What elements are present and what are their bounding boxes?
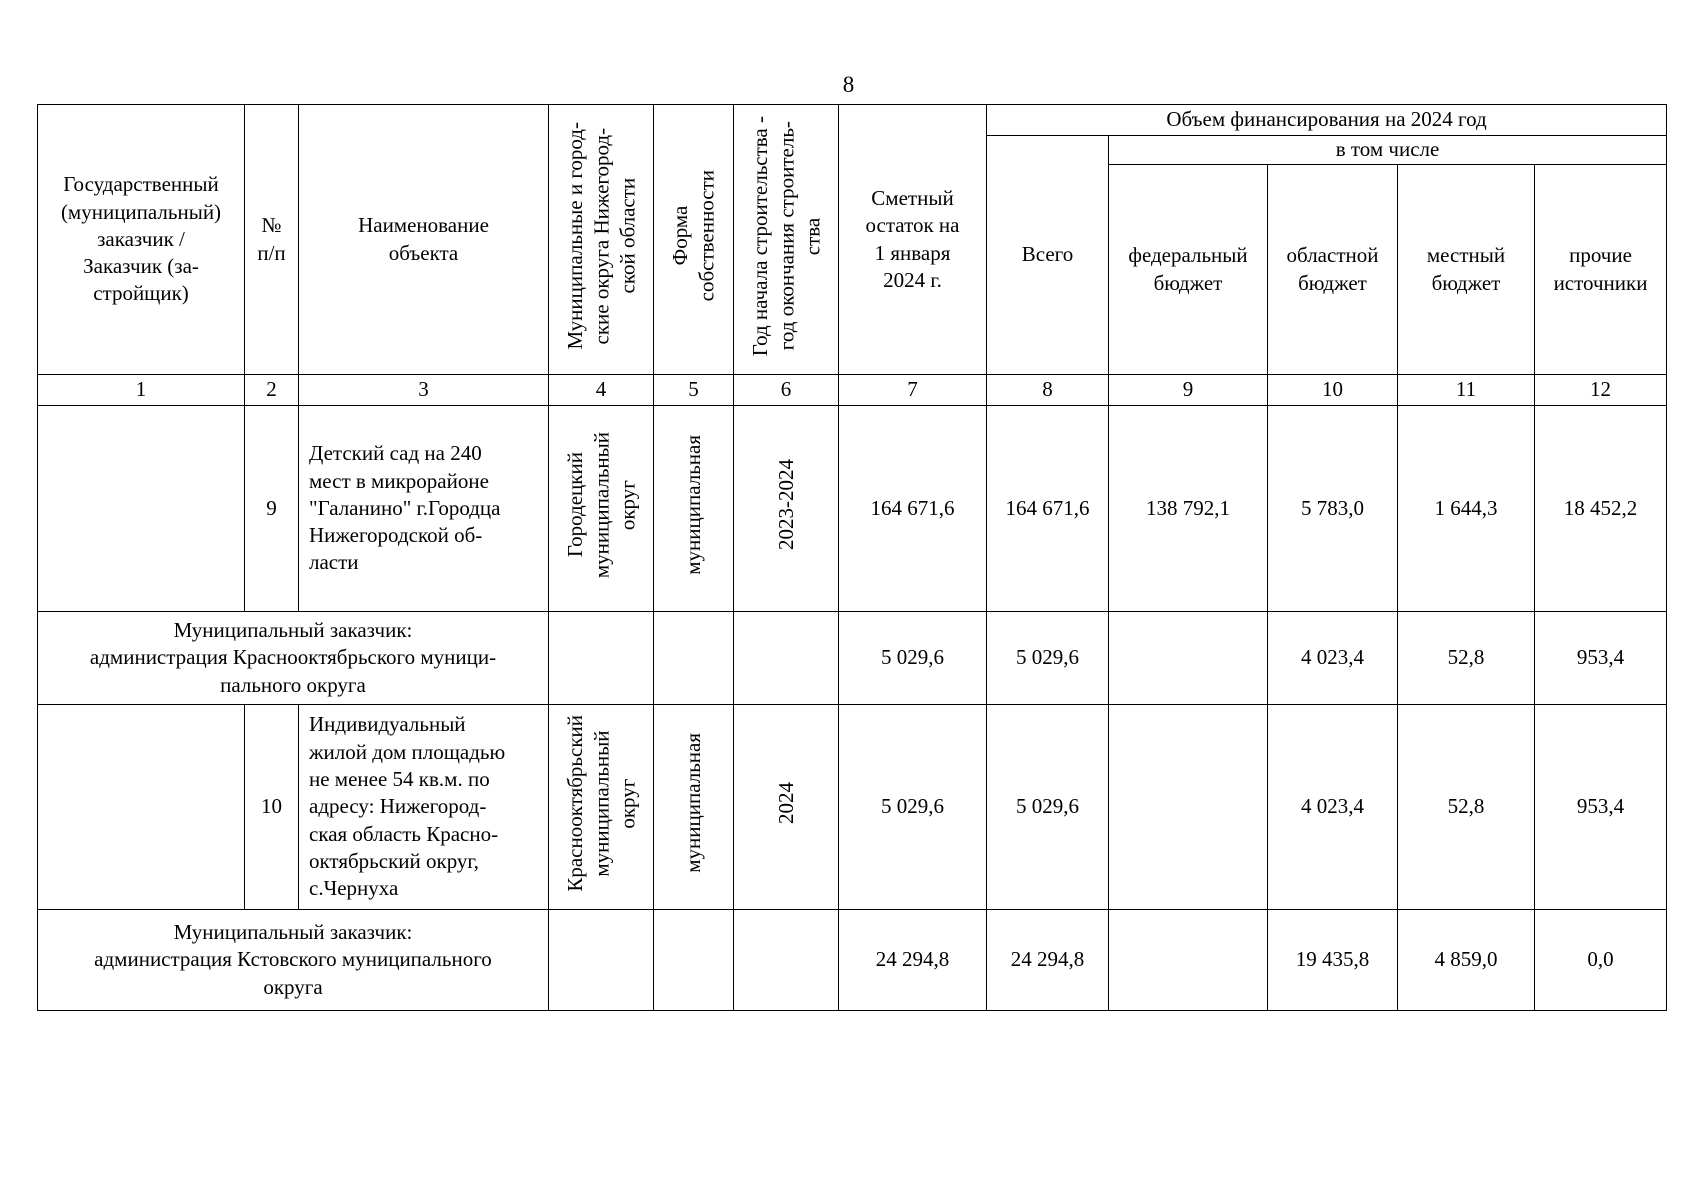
- header-object-name: Наименование объекта: [299, 105, 549, 375]
- column-numbers-row: [38, 375, 1667, 406]
- cell-other: 18 452,2: [1535, 406, 1667, 612]
- cell-customer: [38, 406, 245, 612]
- cell-district: Городецкий муниципальный округ: [549, 406, 654, 612]
- cell-years: 2023-2024: [734, 406, 839, 612]
- column-number: 8: [987, 375, 1109, 406]
- cell-num: 10: [245, 705, 299, 910]
- column-number: 1: [38, 375, 245, 406]
- cell-customer-name: Муниципальный заказчик: администрация Кстовского муниципального округа: [38, 910, 549, 1011]
- cell-ownership: [654, 910, 734, 1011]
- column-number: 6: [734, 375, 839, 406]
- cell-object-name: Индивидуальный жилой дом площадью не менее 54 кв.м. по адресу: Нижегород- ская область Красно- октябрьский округ, с.Чернуха: [299, 705, 549, 910]
- cell-federal: [1109, 910, 1268, 1011]
- cell-ownership: муниципальная: [654, 705, 734, 910]
- customer-row: [38, 910, 1667, 1011]
- column-number: 4: [549, 375, 654, 406]
- cell-federal: [1109, 705, 1268, 910]
- financing-table: [37, 104, 1667, 1011]
- column-number: 7: [839, 375, 987, 406]
- cell-years: [734, 910, 839, 1011]
- customer-row: [38, 612, 1667, 705]
- column-number: 2: [245, 375, 299, 406]
- cell-other: 0,0: [1535, 910, 1667, 1011]
- header-years: Год начала строительства - год окончания строитель- ства: [734, 105, 839, 375]
- header-num: № п/п: [245, 105, 299, 375]
- cell-federal: 138 792,1: [1109, 406, 1268, 612]
- header-federal: федеральный бюджет: [1109, 165, 1268, 375]
- column-number: 10: [1268, 375, 1398, 406]
- header-customer: Государственный (муниципальный) заказчик / Заказчик (за- стройщик): [38, 105, 245, 375]
- header-local: местный бюджет: [1398, 165, 1535, 375]
- cell-balance: 5 029,6: [839, 705, 987, 910]
- header-row-1: [38, 105, 1667, 136]
- cell-ownership: [654, 612, 734, 705]
- header-district: Муниципальные и город- ские округа Нижегород- ской области: [549, 105, 654, 375]
- cell-object-name: Детский сад на 240 мест в микрорайоне "Галанино" г.Городца Нижегородской об- ласти: [299, 406, 549, 612]
- header-total: Всего: [987, 136, 1109, 375]
- cell-regional: 4 023,4: [1268, 612, 1398, 705]
- cell-regional: 19 435,8: [1268, 910, 1398, 1011]
- cell-num: 9: [245, 406, 299, 612]
- cell-customer: [38, 705, 245, 910]
- cell-total: 5 029,6: [987, 705, 1109, 910]
- column-number: 3: [299, 375, 549, 406]
- cell-balance: 24 294,8: [839, 910, 987, 1011]
- column-number: 5: [654, 375, 734, 406]
- cell-ownership: муниципальная: [654, 406, 734, 612]
- table-row: [38, 406, 1667, 612]
- cell-district: [549, 612, 654, 705]
- cell-years: 2024: [734, 705, 839, 910]
- cell-years: [734, 612, 839, 705]
- header-including: в том числе: [1109, 136, 1667, 165]
- table-row: [38, 705, 1667, 910]
- cell-total: 24 294,8: [987, 910, 1109, 1011]
- header-regional: областной бюджет: [1268, 165, 1398, 375]
- cell-local: 1 644,3: [1398, 406, 1535, 612]
- cell-balance: 5 029,6: [839, 612, 987, 705]
- header-balance: Сметный остаток на 1 января 2024 г.: [839, 105, 987, 375]
- cell-total: 164 671,6: [987, 406, 1109, 612]
- header-other: прочие источники: [1535, 165, 1667, 375]
- column-number: 11: [1398, 375, 1535, 406]
- cell-total: 5 029,6: [987, 612, 1109, 705]
- cell-local: 52,8: [1398, 705, 1535, 910]
- cell-federal: [1109, 612, 1268, 705]
- cell-regional: 4 023,4: [1268, 705, 1398, 910]
- page-number: 8: [842, 72, 855, 97]
- cell-other: 953,4: [1535, 705, 1667, 910]
- column-number: 9: [1109, 375, 1268, 406]
- cell-local: 52,8: [1398, 612, 1535, 705]
- column-number: 12: [1535, 375, 1667, 406]
- cell-customer-name: Муниципальный заказчик: администрация Краснооктябрьского муници- пального округа: [38, 612, 549, 705]
- cell-balance: 164 671,6: [839, 406, 987, 612]
- cell-district: Краснооктябрьский муниципальный округ: [549, 705, 654, 910]
- cell-regional: 5 783,0: [1268, 406, 1398, 612]
- cell-local: 4 859,0: [1398, 910, 1535, 1011]
- cell-district: [549, 910, 654, 1011]
- header-funding-volume: Объем финансирования на 2024 год: [987, 105, 1667, 136]
- header-ownership: Форма собственности: [654, 105, 734, 375]
- cell-other: 953,4: [1535, 612, 1667, 705]
